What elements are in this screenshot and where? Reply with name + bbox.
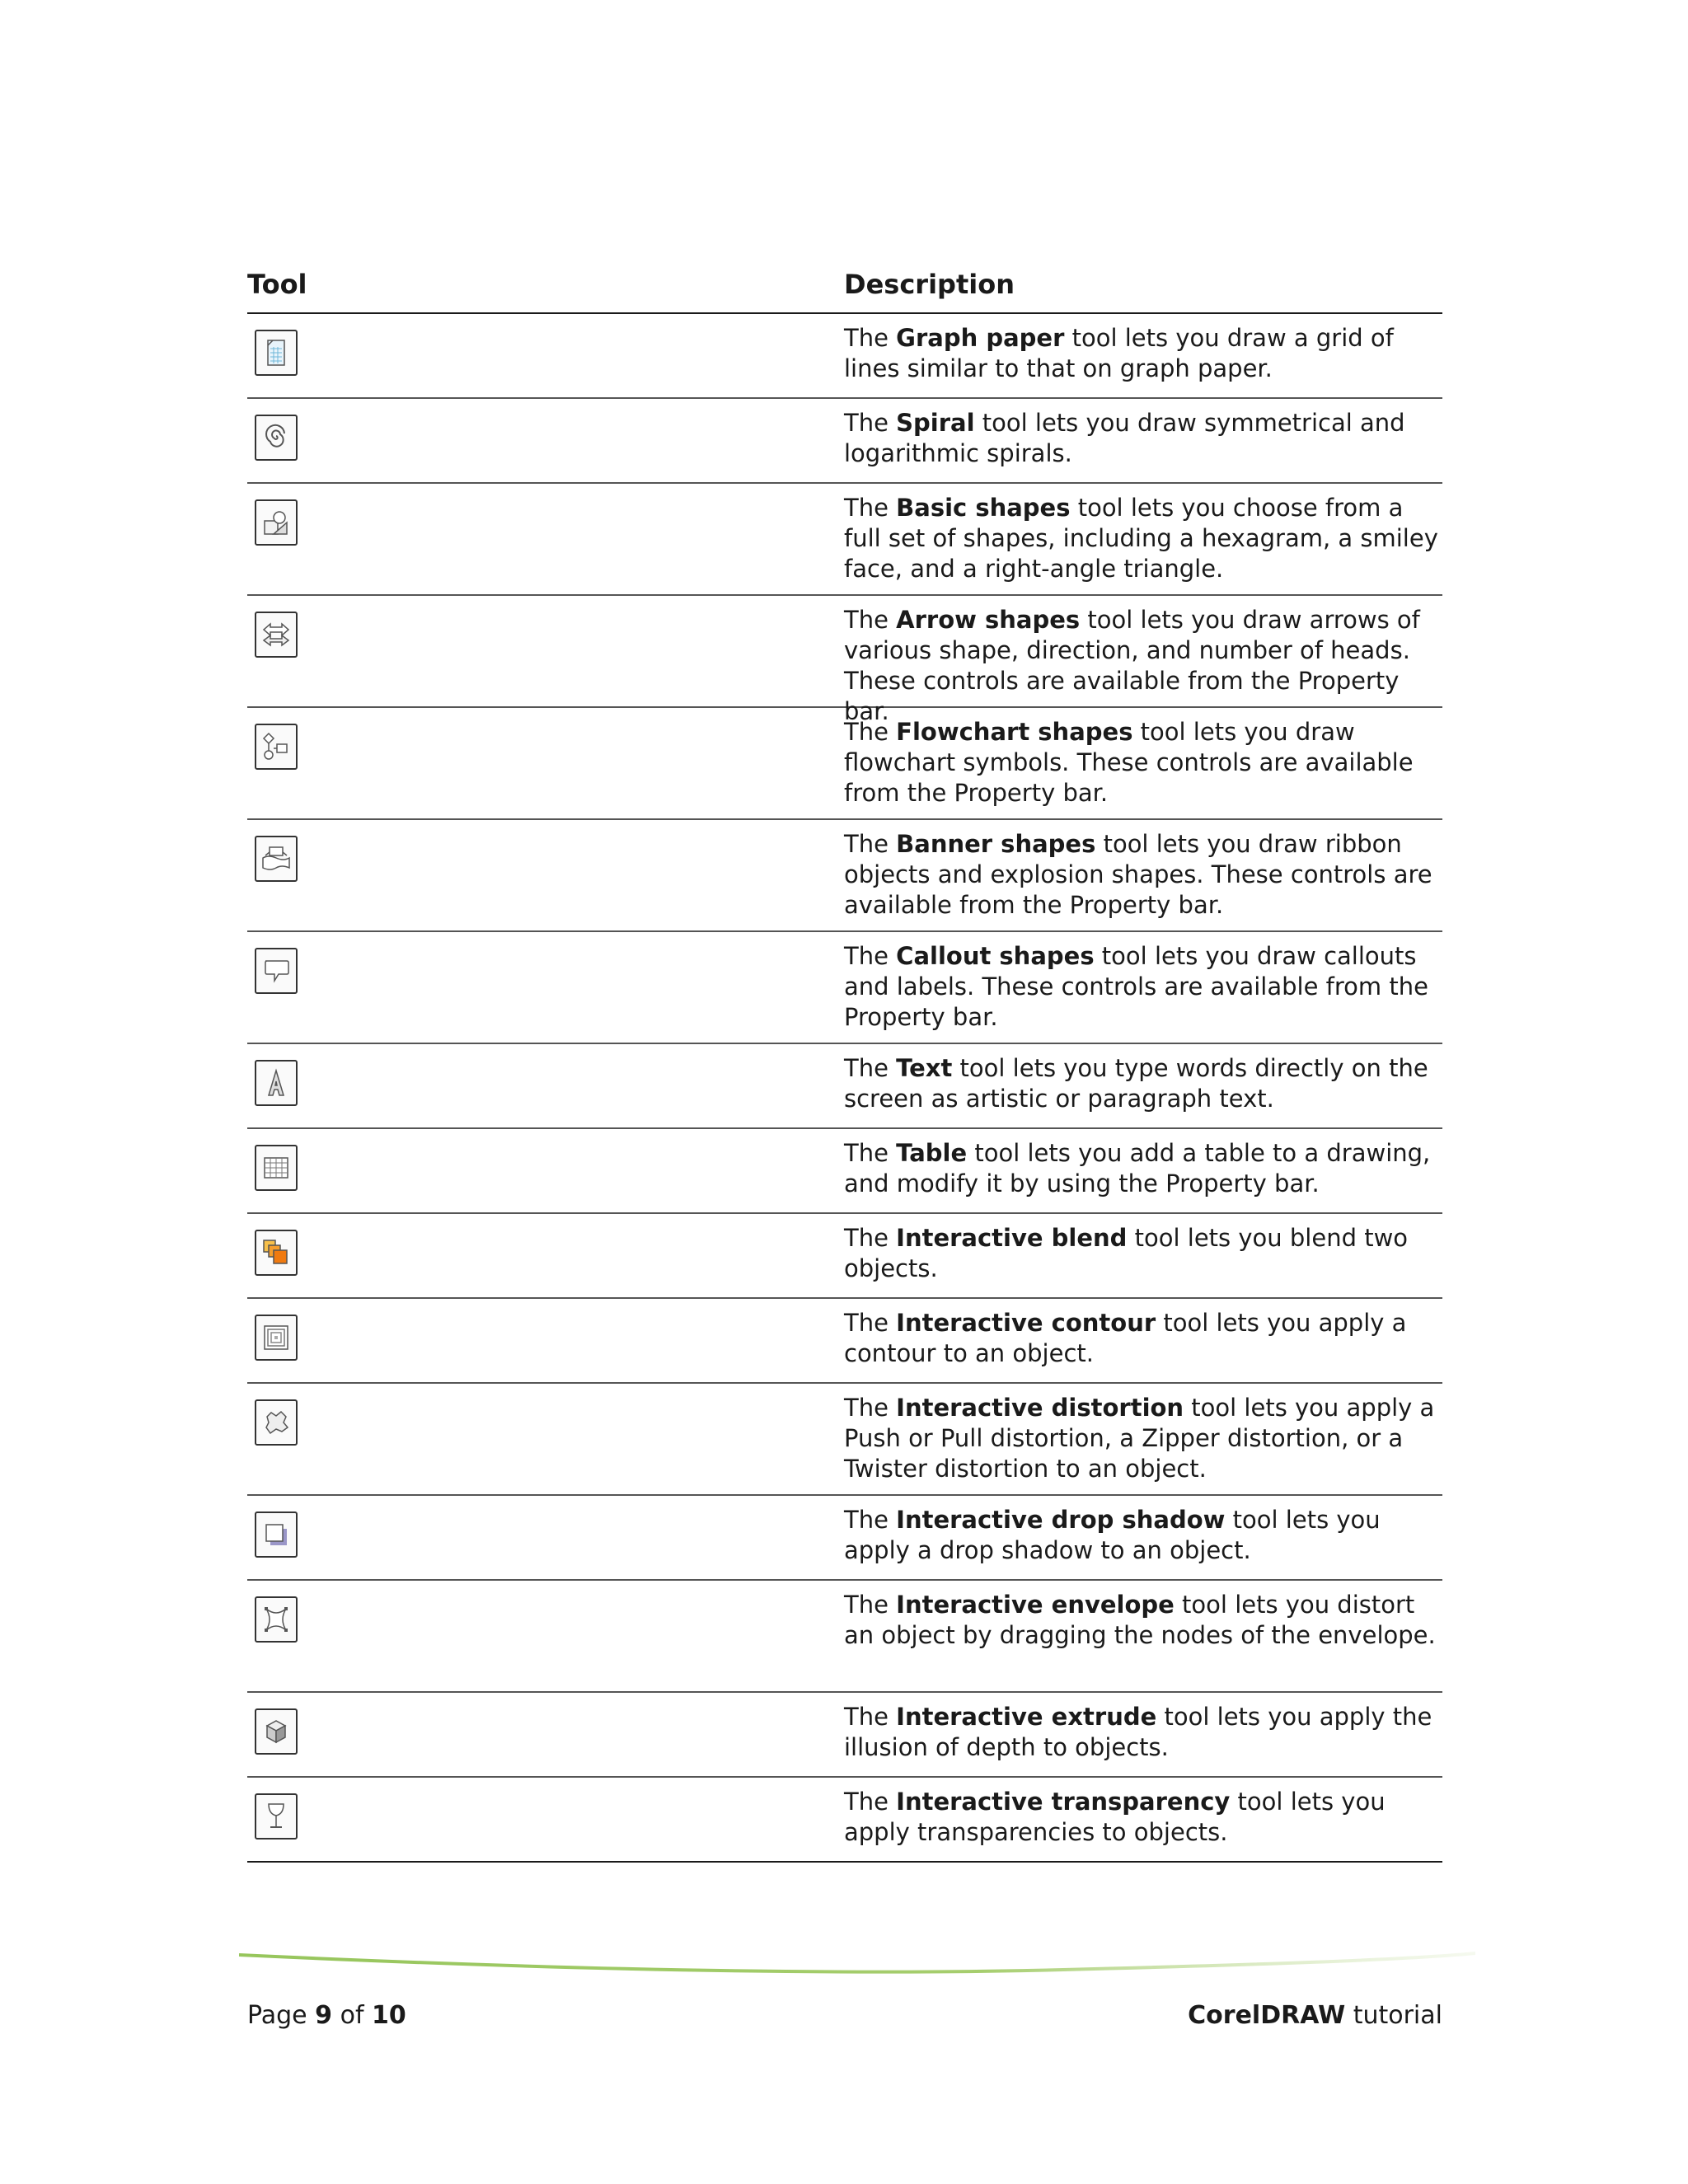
description-cell xyxy=(844,1693,1442,1776)
page-of: of xyxy=(332,2001,373,2030)
tool-name: Spiral xyxy=(896,409,975,437)
footer-divider xyxy=(239,1945,1475,1986)
brand-name: CorelDRAW xyxy=(1188,2001,1346,2030)
table-row xyxy=(247,596,1442,725)
description-text: tool lets you draw callouts and labels. These controls are available from the Property bar. xyxy=(844,942,1428,1031)
description-cell xyxy=(844,399,1442,482)
callout-shapes-icon xyxy=(255,948,298,994)
page-total: 10 xyxy=(372,2001,406,2030)
tool-cell xyxy=(247,820,844,930)
description-lead: The xyxy=(844,830,897,858)
tool-cell xyxy=(247,1129,844,1212)
description-cell xyxy=(844,314,1442,397)
description-lead: The xyxy=(844,1139,897,1167)
header-description: Description xyxy=(844,268,1015,300)
description-cell xyxy=(844,484,1442,594)
description-text: tool lets you apply a Push or Pull distortion, a Zipper distortion, or a Twister distortion to an object. xyxy=(844,1394,1435,1483)
tool-name: Interactive drop shadow xyxy=(896,1506,1226,1534)
page-prefix: Page xyxy=(247,2001,316,2030)
description-text: tool lets you draw ribbon objects and explosion shapes. These controls are available from the Property bar. xyxy=(844,830,1432,919)
description-text: tool lets you draw symmetrical and logarithmic spirals. xyxy=(844,409,1405,467)
description-lead: The xyxy=(844,1788,897,1816)
table-row xyxy=(247,1384,1442,1496)
tool-cell xyxy=(247,314,844,397)
arrow-shapes-icon xyxy=(255,612,298,658)
table-body xyxy=(247,314,1442,1863)
footer-title xyxy=(1188,2001,1442,2030)
tool-cell xyxy=(247,1384,844,1494)
interactive-drop-shadow-icon xyxy=(255,1511,298,1558)
tool-table xyxy=(247,255,1442,1863)
flowchart-shapes-icon xyxy=(255,724,298,770)
tool-cell xyxy=(247,399,844,482)
interactive-extrude-icon xyxy=(255,1708,298,1755)
description-text: tool lets you apply the illusion of depth to objects. xyxy=(844,1703,1432,1761)
interactive-blend-icon xyxy=(255,1230,298,1276)
tool-cell xyxy=(247,1299,844,1382)
table-icon xyxy=(255,1145,298,1191)
table-row xyxy=(247,1299,1442,1384)
table-row xyxy=(247,484,1442,596)
table-row xyxy=(247,399,1442,484)
table-row xyxy=(247,1581,1442,1693)
tool-name: Text xyxy=(896,1054,953,1082)
description-text: tool lets you apply a drop shadow to an object. xyxy=(844,1506,1381,1564)
tool-name: Table xyxy=(896,1139,968,1167)
description-text: tool lets you draw a grid of lines similar to that on graph paper. xyxy=(844,324,1394,382)
tool-name: Banner shapes xyxy=(896,830,1096,858)
tool-name: Callout shapes xyxy=(896,942,1095,970)
description-cell xyxy=(844,1778,1442,1861)
graph-paper-icon xyxy=(255,330,298,376)
table-row xyxy=(247,314,1442,399)
description-lead: The xyxy=(844,1394,897,1422)
description-text: tool lets you distort an object by dragging the nodes of the envelope. xyxy=(844,1591,1436,1649)
description-lead: The xyxy=(844,1224,897,1252)
interactive-envelope-icon xyxy=(255,1596,298,1643)
description-lead: The xyxy=(844,606,897,634)
description-lead: The xyxy=(844,494,897,522)
tool-cell xyxy=(247,1581,844,1691)
description-text: tool lets you add a table to a drawing, and modify it by using the Property bar. xyxy=(844,1139,1431,1197)
tool-name: Flowchart shapes xyxy=(896,718,1133,746)
description-cell xyxy=(844,596,1442,725)
description-cell xyxy=(844,1214,1442,1297)
table-row xyxy=(247,932,1442,1044)
table-row xyxy=(247,1129,1442,1214)
text-icon xyxy=(255,1060,298,1106)
description-lead: The xyxy=(844,1506,897,1534)
table-row xyxy=(247,1044,1442,1129)
description-lead: The xyxy=(844,1309,897,1337)
spiral-icon xyxy=(255,415,298,461)
description-text: tool lets you choose from a full set of shapes, including a hexagram, a smiley face, and a right-angle triangle. xyxy=(844,494,1438,583)
description-lead: The xyxy=(844,1703,897,1731)
tool-name: Basic shapes xyxy=(896,494,1071,522)
table-row xyxy=(247,1693,1442,1778)
tool-cell xyxy=(247,484,844,594)
table-row xyxy=(247,1778,1442,1863)
description-cell xyxy=(844,1384,1442,1494)
description-cell xyxy=(844,1581,1442,1691)
table-row xyxy=(247,708,1442,820)
description-cell xyxy=(844,932,1442,1043)
tool-name: Interactive blend xyxy=(896,1224,1128,1252)
tool-cell xyxy=(247,708,844,818)
tool-cell xyxy=(247,1214,844,1297)
tool-cell xyxy=(247,1044,844,1127)
description-lead: The xyxy=(844,409,897,437)
description-cell xyxy=(844,1129,1442,1212)
interactive-distortion-icon xyxy=(255,1399,298,1446)
brand-suffix: tutorial xyxy=(1345,2001,1442,2030)
description-lead: The xyxy=(844,324,897,352)
basic-shapes-icon xyxy=(255,499,298,546)
description-lead: The xyxy=(844,942,897,970)
tool-name: Interactive contour xyxy=(896,1309,1156,1337)
description-cell xyxy=(844,708,1442,818)
tool-name: Arrow shapes xyxy=(896,606,1081,634)
description-text: tool lets you apply transparencies to objects. xyxy=(844,1788,1386,1846)
tool-cell xyxy=(247,596,844,706)
page-number xyxy=(247,2001,406,2030)
table-row xyxy=(247,820,1442,932)
description-lead: The xyxy=(844,1054,897,1082)
tool-name: Interactive distortion xyxy=(896,1394,1184,1422)
description-text: tool lets you draw flowchart symbols. These controls are available from the Property bar. xyxy=(844,718,1414,807)
description-text: tool lets you blend two objects. xyxy=(844,1224,1409,1282)
tool-name: Graph paper xyxy=(896,324,1065,352)
description-lead: The xyxy=(844,718,897,746)
description-text: tool lets you draw arrows of various shape, direction, and number of heads. These controls are available from the Property bar. xyxy=(844,606,1420,725)
tool-cell xyxy=(247,932,844,1043)
table-row xyxy=(247,1214,1442,1299)
header-tool: Tool xyxy=(247,268,307,300)
interactive-contour-icon xyxy=(255,1315,298,1361)
description-cell xyxy=(844,1496,1442,1579)
description-text: tool lets you type words directly on the screen as artistic or paragraph text. xyxy=(844,1054,1428,1113)
table-row xyxy=(247,1496,1442,1581)
description-text: tool lets you apply a contour to an object. xyxy=(844,1309,1407,1367)
description-cell xyxy=(844,1044,1442,1127)
tool-name: Interactive transparency xyxy=(896,1788,1231,1816)
tool-cell xyxy=(247,1693,844,1776)
tool-name: Interactive envelope xyxy=(896,1591,1175,1619)
tool-name: Interactive extrude xyxy=(896,1703,1157,1731)
page-current: 9 xyxy=(315,2001,333,2030)
description-cell xyxy=(844,1299,1442,1382)
tool-cell xyxy=(247,1496,844,1579)
banner-shapes-icon xyxy=(255,836,298,882)
interactive-transparency-icon xyxy=(255,1793,298,1840)
description-cell xyxy=(844,820,1442,930)
table-header xyxy=(247,255,1442,314)
description-lead: The xyxy=(844,1591,897,1619)
tool-cell xyxy=(247,1778,844,1861)
